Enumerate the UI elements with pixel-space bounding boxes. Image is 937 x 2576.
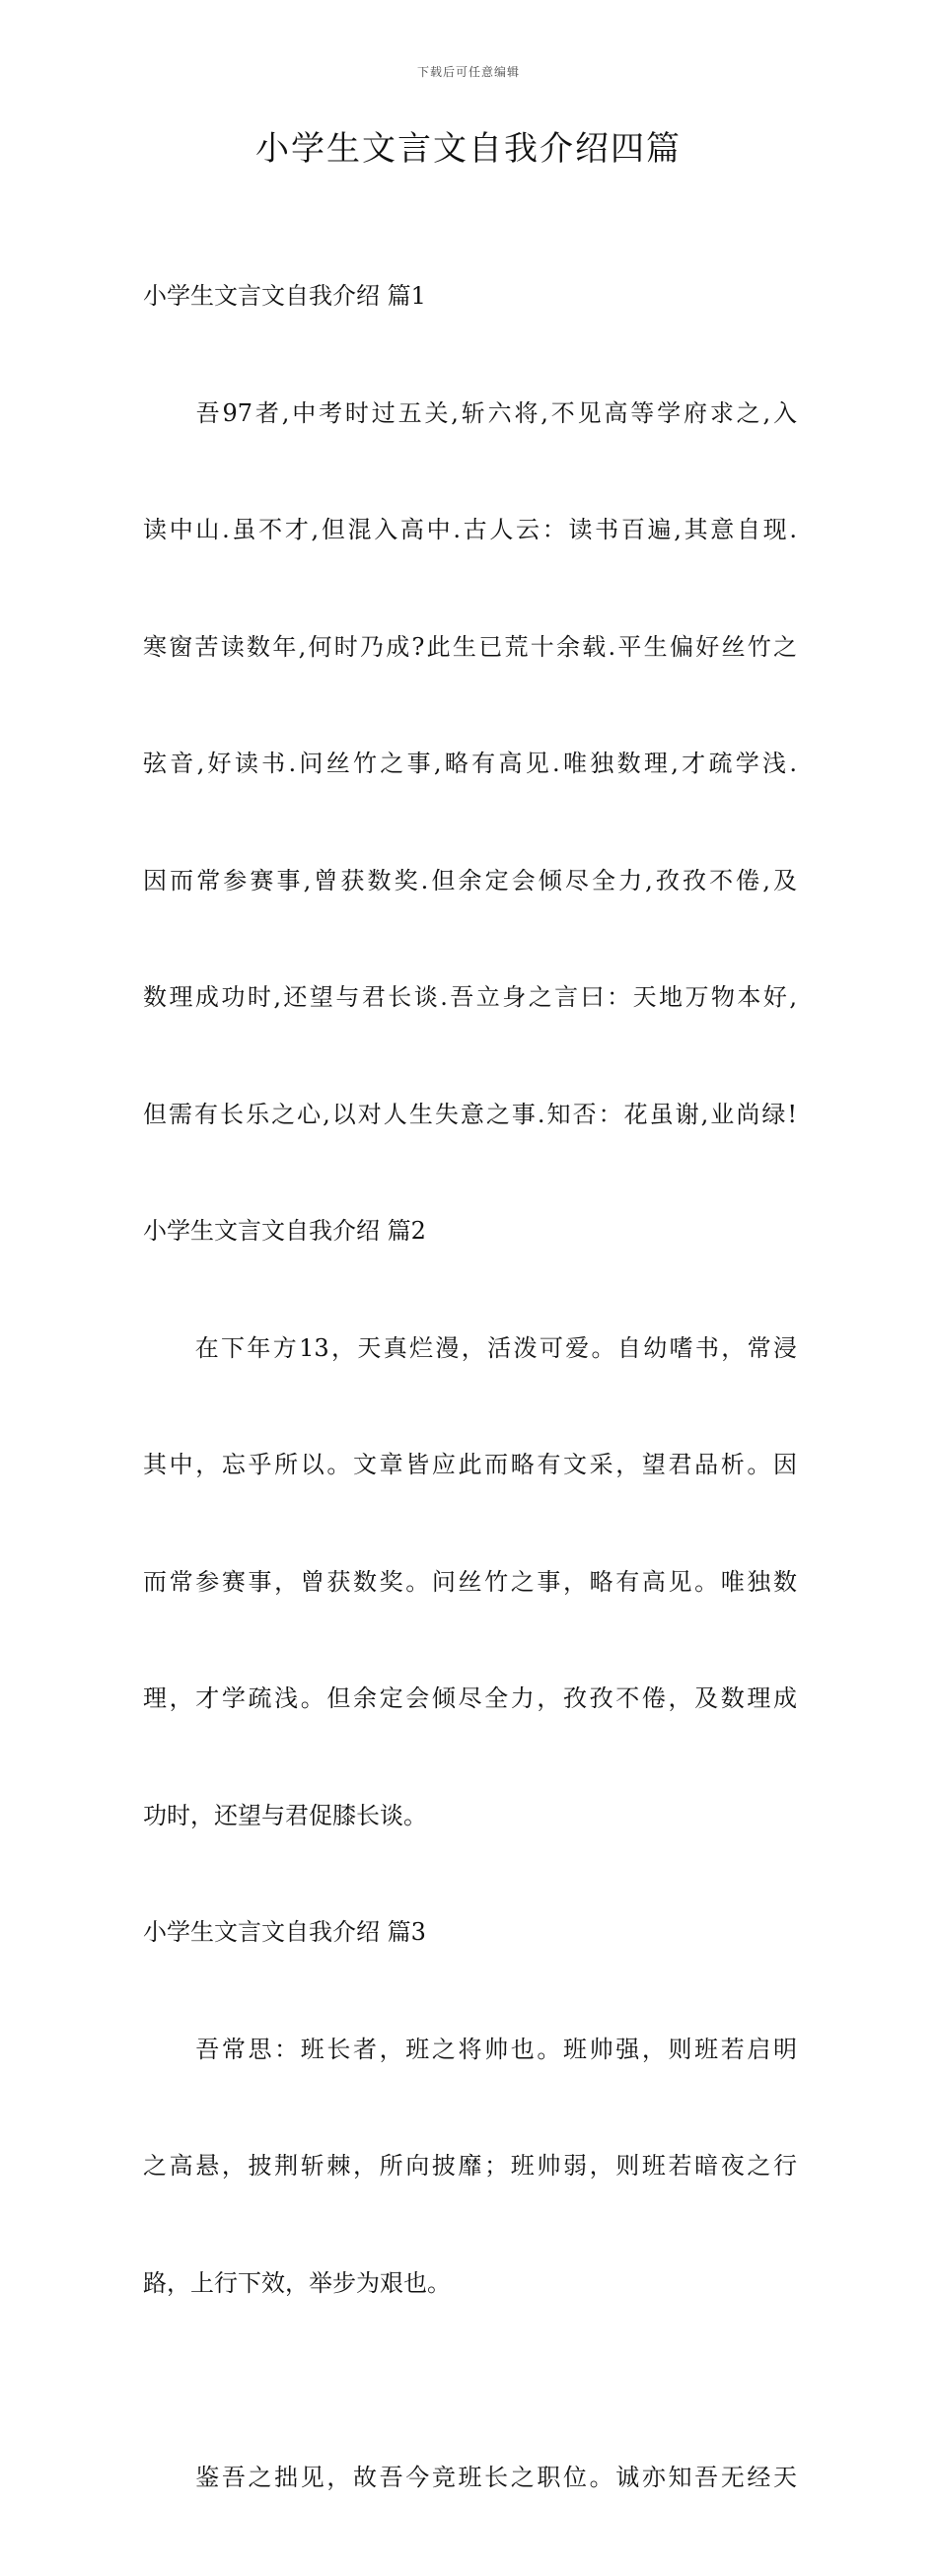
section-paragraph xyxy=(143,1953,797,2382)
paragraph-line: 鉴吾之拙见，故吾今竞班长之职位。诚亦知吾无经天 xyxy=(143,2464,797,2491)
section-1 xyxy=(143,277,797,1212)
paragraph-line: 吾常思：班长者，班之将帅也。班帅强，则班若启明 xyxy=(143,2035,797,2063)
paragraph-line: 在下年方13，天真烂漫，活泼可爱。自幼嗜书，常浸 xyxy=(143,1333,797,1362)
paragraph-line: 吾97者,中考时过五关,斩六将,不见高等学府求之,入 xyxy=(143,398,797,427)
section-paragraph xyxy=(143,2381,797,2576)
paragraph-line: 路，上行下效，举步为艰也。 xyxy=(143,2268,451,2297)
paragraph-line: 之高悬，披荆斩棘，所向披靡；班帅弱，则班若暗夜之行 xyxy=(143,2152,797,2180)
paragraph-line: 理，才学疏浅。但余定会倾尽全力，孜孜不倦，及数理成 xyxy=(143,1684,797,1712)
paragraph-line: 功时，还望与君促膝长谈。 xyxy=(143,1801,427,1829)
paragraph-line: 而常参赛事，曾获数奖。问丝竹之事，略有高见。唯独数 xyxy=(143,1567,797,1596)
section-3 xyxy=(143,1913,797,2576)
section-paragraph xyxy=(143,317,797,1213)
section-heading: 小学生文言文自我介绍 篇1 xyxy=(143,282,426,310)
paragraph-line: 其中，忘乎所以。文章皆应此而略有文采，望君品析。因 xyxy=(143,1451,797,1478)
section-2 xyxy=(143,1212,797,1913)
document-title: 小学生文言文自我介绍四篇 xyxy=(255,129,682,169)
paragraph-line: 弦音,好读书.问丝竹之事,略有高见.唯独数理,才疏学浅. xyxy=(143,750,797,777)
paragraph-line: 因而常参赛事,曾获数奖.但余定会倾尽全力,孜孜不倦,及 xyxy=(143,866,797,894)
paragraph-line: 数理成功时,还望与君长谈.吾立身之言曰：天地万物本好, xyxy=(143,983,797,1011)
header-note: 下载后可任意编辑 xyxy=(416,65,520,79)
paragraph-line: 寒窗苦读数年,何时乃成?此生已荒十余载.平生偏好丝竹之 xyxy=(143,632,797,661)
section-paragraph xyxy=(143,1252,797,1914)
paragraph-line: 读中山.虽不才,但混入高中.古人云：读书百遍,其意自现. xyxy=(143,516,797,543)
document-body xyxy=(143,277,797,2576)
section-heading: 小学生文言文自我介绍 篇3 xyxy=(143,1918,426,1946)
paragraph-line: 但需有长乐之心,以对人生失意之事.知否：花虽谢,业尚绿! xyxy=(143,1100,797,1128)
section-heading: 小学生文言文自我介绍 篇2 xyxy=(143,1217,426,1245)
